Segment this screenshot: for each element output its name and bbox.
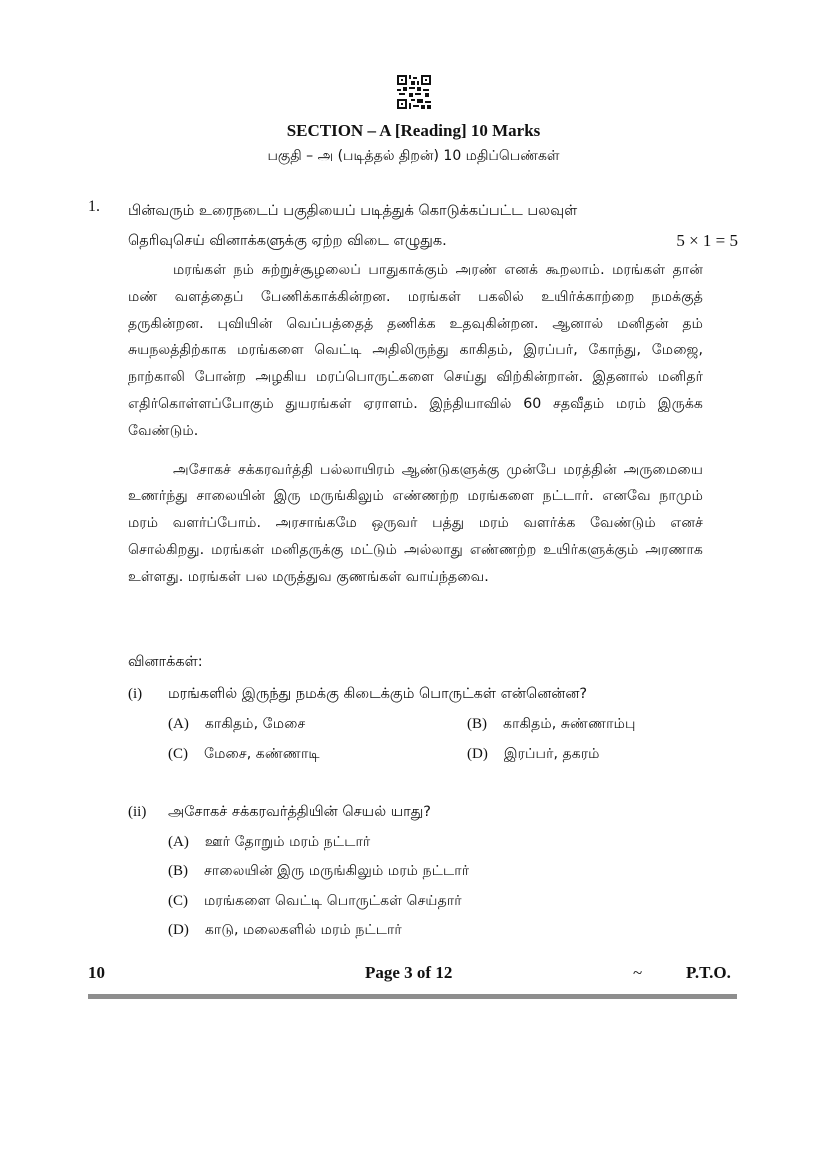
option-item [467,716,636,734]
paper-code: 10 [88,963,105,982]
option-letter: (B) [467,716,487,732]
option-item [467,746,600,764]
option-text: காகிதம், மேசை [204,716,306,732]
section-title-tamil: பகுதி – அ (படித்தல் திறன்) 10 மதிப்பெண்கள் [267,148,560,164]
page-number: Page 3 of 12 [365,963,453,982]
sub-question-number: (i) [128,686,143,702]
option-text: காகிதம், சுண்ணாம்பு [503,716,636,732]
question-marks: 5 × 1 = 5 [676,231,738,250]
instruction-line-2-row [128,226,738,256]
option-item [168,893,462,911]
option-text: மேசை, கண்ணாடி [204,746,320,762]
option-letter: (B) [168,863,188,879]
instruction-line-2: தெரிவுசெய் வினாக்களுக்கு ஏற்ற விடை எழுதுக. [128,233,447,249]
tilde-mark: ~ [633,963,643,982]
option-letter: (D) [168,922,189,938]
question-instruction [128,196,738,256]
option-text: இரப்பர், தகரம் [503,746,600,762]
question-number: 1. [88,198,100,215]
option-letter: (A) [168,716,189,732]
option-item [168,716,305,734]
qr-code-icon [397,75,431,109]
option-item [168,863,469,881]
pto-label: P.T.O. [686,963,731,982]
option-letter: (C) [168,893,188,909]
option-item [168,834,370,852]
reading-passage [128,257,703,603]
option-text: ஊர் தோறும் மரம் நட்டார் [204,834,371,850]
option-item [168,746,320,764]
option-letter: (D) [467,746,488,762]
sub-question-number: (ii) [128,804,147,820]
questions-label: வினாக்கள்: [128,654,203,670]
passage-paragraph-2: அசோகச் சக்கரவர்த்தி பல்லாயிரம் ஆண்டுகளுக்கு முன்பே மரத்தின் அருமையை உணர்ந்து சாலையின் இரு மருங்கிலும் எண்ணற்ற மரங்களை நட்டார். எனவே நாமும் மரம் வளர்ப்போம். அரசாங்கமே ஒருவர் பத்து மரம் வளர்க்க வேண்டும் எனச் சொல்கிறது. மரங்கள் மனிதருக்கு மட்டும் அல்லாது எண்ணற்ற உயிர்களுக்கும் அரணாக உள்ளது. மரங்கள் பல மருத்துவ குணங்கள் வாய்ந்தவை. [128,461,703,585]
option-text: காடு, மலைகளில் மரம் நட்டார் [204,922,402,938]
sub-question-text: அசோகச் சக்கரவர்த்தியின் செயல் யாது? [168,804,431,820]
option-letter: (A) [168,834,189,850]
option-text: மரங்களை வெட்டி பொருட்கள் செய்தார் [204,893,462,909]
option-letter: (C) [168,746,188,762]
sub-question-text: மரங்களில் இருந்து நமக்கு கிடைக்கும் பொருட்கள் என்னென்ன? [168,686,588,702]
passage-paragraph-1: மரங்கள் நம் சுற்றுச்சூழலைப் பாதுகாக்கும் அரண் எனக் கூறலாம். மரங்கள் தான் மண் வளத்தைப் பேணிக்காக்கின்றன. மரங்கள் பகலில் உயிர்க்காற்றை நமக்குத் தருகின்றன. புவியின் வெப்பத்தைத் தணிக்க உதவுகின்றன. ஆனால் மனிதன் தம் சுயநலத்திற்காக மரங்களை வெட்டி அதிலிருந்து காகிதம், இரப்பர், கோந்து, மேஜை, நாற்காலி போன்ற அழகிய மரப்பொருட்களை செய்து விற்கின்றான். இதனால் மனிதர் எதிர்கொள்ளப்போகும் துயரங்கள் ஏராளம். இந்தியாவில் 60 சதவீதம் மரம் இருக்க வேண்டும். [128,262,703,439]
section-title: SECTION – A [Reading] 10 Marks [286,121,541,140]
option-item [168,922,402,940]
footer-rule [88,994,737,999]
instruction-line-1: பின்வரும் உரைநடைப் பகுதியைப் படித்துக் கொடுக்கப்பட்ட பலவுள் [128,203,578,219]
option-text: சாலையின் இரு மருங்கிலும் மரம் நட்டார் [204,863,470,879]
